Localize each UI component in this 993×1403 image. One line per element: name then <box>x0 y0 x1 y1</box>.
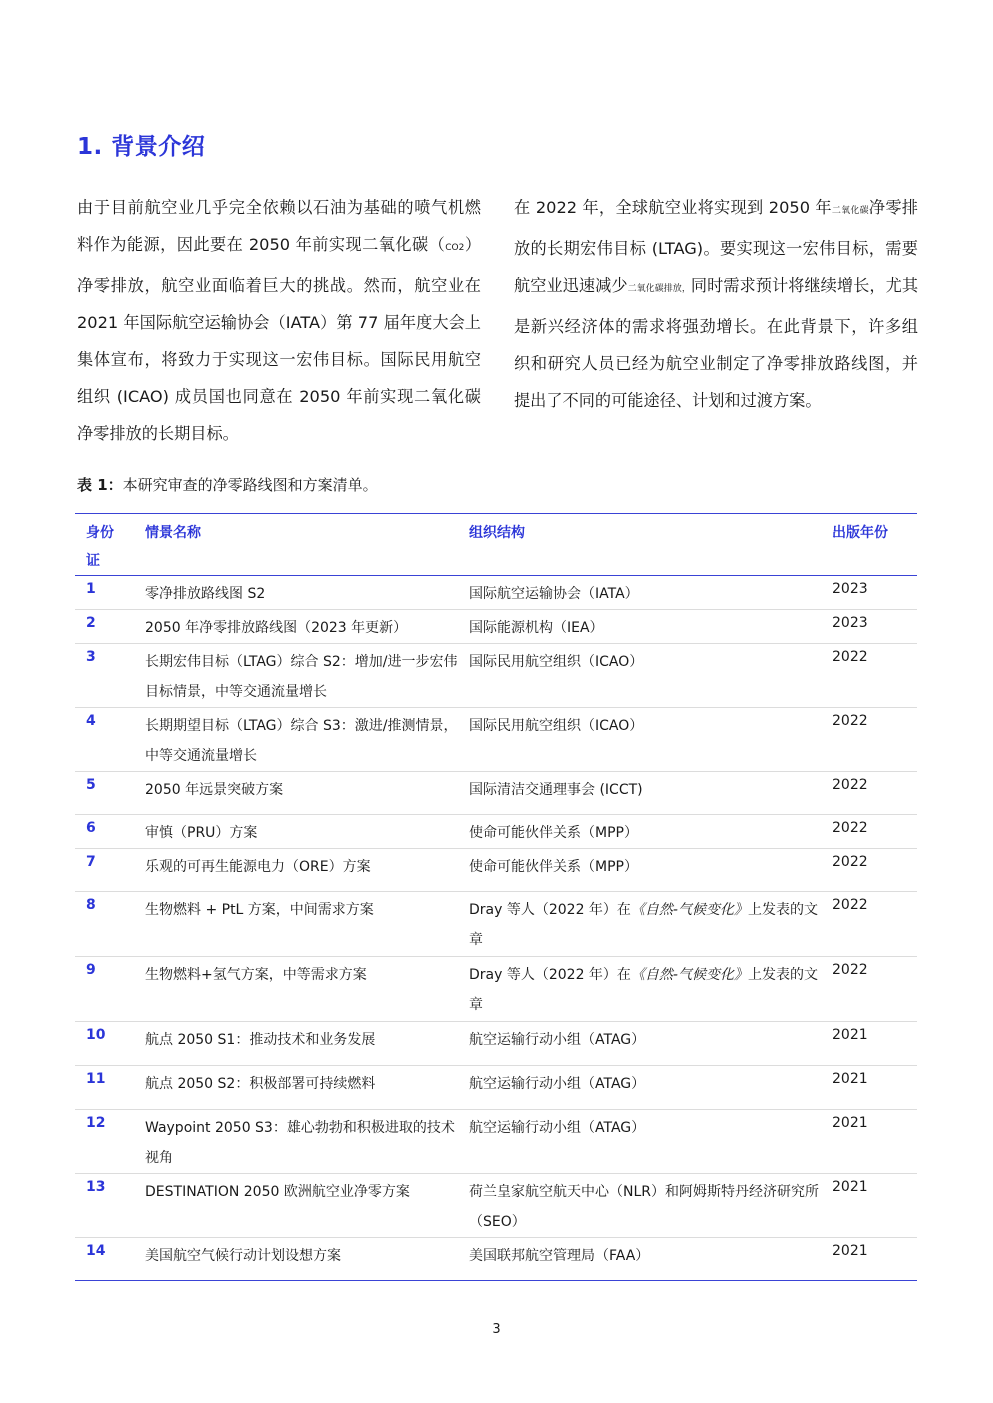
row-scenario-name: 生物燃料 + PtL 方案，中间需求方案 <box>145 892 469 957</box>
row-year: 2021 <box>832 1238 917 1281</box>
row-scenario-name: DESTINATION 2050 欧洲航空业净零方案 <box>145 1174 469 1238</box>
row-scenario-name: 航点 2050 S2：积极部署可持续燃料 <box>145 1066 469 1110</box>
table-row <box>75 815 917 849</box>
table-caption <box>77 474 378 495</box>
row-organization: 使命可能伙伴关系（MPP） <box>469 815 832 849</box>
page-number: 3 <box>492 1322 501 1337</box>
row-year: 2022 <box>832 772 917 815</box>
row-id: 5 <box>75 772 145 815</box>
table-row <box>75 644 917 708</box>
row-scenario-name: 长期宏伟目标（LTAG）综合 S2：增加/进一步宏伟目标情景，中等交通流量增长 <box>145 644 469 708</box>
row-organization: 国际民用航空组织（ICAO） <box>469 708 832 772</box>
table-row <box>75 610 917 644</box>
table-header-row <box>75 514 917 576</box>
table-row <box>75 1066 917 1110</box>
row-scenario-name: 长期期望目标（LTAG）综合 S3：激进/推测情景，中等交通流量增长 <box>145 708 469 772</box>
row-scenario-name: 美国航空气候行动计划设想方案 <box>145 1238 469 1281</box>
table-row <box>75 708 917 772</box>
row-organization: 荷兰皇家航空航天中心（NLR）和阿姆斯特丹经济研究所（SEO） <box>469 1174 832 1238</box>
header-org: 组织结构 <box>469 514 832 576</box>
left-text-2: ）净零排放，航空业面临着巨大的挑战。然而，航空业在 2021 年国际航空运输协会（IATA）第 77 届年度大会上集体宣布，将致力于实现这一宏伟目标。国际民用航空组织 (ICAO) 成员国也同意在 2050 年前实现二氧化碳净零排放的长期目标。 <box>77 235 482 443</box>
row-organization: 美国联邦航空管理局（FAA） <box>469 1238 832 1281</box>
row-id: 10 <box>75 1022 145 1066</box>
row-organization: 航空运输行动小组（ATAG） <box>469 1066 832 1110</box>
row-organization <box>469 892 832 957</box>
row-scenario-name: 2050 年净零排放路线图（2023 年更新） <box>145 610 469 644</box>
co2-small-2: 二氧化碳排放， <box>627 284 691 294</box>
right-text-2: 净零排放的长期宏伟目标 (LTAG)。要实现这一宏伟目标，需要航空业迅速减少 <box>514 198 918 295</box>
row-id: 3 <box>75 644 145 708</box>
table-row <box>75 576 917 610</box>
org-suffix: 上发表的文章 <box>469 902 818 948</box>
row-year: 2022 <box>832 957 917 1022</box>
header-id <box>75 514 145 576</box>
row-scenario-name: Waypoint 2050 S3：雄心勃勃和积极进取的技术视角 <box>145 1110 469 1174</box>
row-id: 6 <box>75 815 145 849</box>
org-prefix: Dray 等人（2022 年）在 <box>469 902 631 918</box>
row-year: 2022 <box>832 815 917 849</box>
row-organization: 国际航空运输协会（IATA） <box>469 576 832 610</box>
row-year: 2021 <box>832 1022 917 1066</box>
co2-subscript: CO2 <box>445 243 465 253</box>
row-scenario-name: 乐观的可再生能源电力（ORE）方案 <box>145 849 469 892</box>
row-scenario-name: 审慎（PRU）方案 <box>145 815 469 849</box>
right-text-1: 在 2022 年，全球航空业将实现到 2050 年 <box>514 198 832 217</box>
co2-small-1: 二氧化碳 <box>831 206 869 216</box>
table-row <box>75 1110 917 1174</box>
row-id: 12 <box>75 1110 145 1174</box>
row-scenario-name: 生物燃料+氢气方案，中等需求方案 <box>145 957 469 1022</box>
caption-text: 本研究审查的净零路线图和方案清单。 <box>122 476 378 494</box>
table-row <box>75 892 917 957</box>
left-paragraph <box>77 189 481 452</box>
row-organization: 航空运输行动小组（ATAG） <box>469 1110 832 1174</box>
row-id: 4 <box>75 708 145 772</box>
org-suffix: 上发表的文章 <box>469 967 818 1013</box>
left-text-1: 由于目前航空业几乎完全依赖以石油为基础的喷气机燃料作为能源，因此要在 2050 年前实现二氧化碳（ <box>77 198 481 254</box>
row-id: 14 <box>75 1238 145 1281</box>
row-organization: 国际能源机构（IEA） <box>469 610 832 644</box>
row-year: 2022 <box>832 892 917 957</box>
table-body <box>75 576 917 1281</box>
header-name: 情景名称 <box>145 514 469 576</box>
row-organization: 国际民用航空组织（ICAO） <box>469 644 832 708</box>
row-id: 8 <box>75 892 145 957</box>
row-year: 2022 <box>832 644 917 708</box>
roadmap-table <box>75 513 917 1281</box>
row-organization: 航空运输行动小组（ATAG） <box>469 1022 832 1066</box>
section-title: 1. 背景介绍 <box>77 134 206 160</box>
row-scenario-name: 零净排放路线图 S2 <box>145 576 469 610</box>
header-year: 出版年份 <box>832 514 917 576</box>
row-id: 13 <box>75 1174 145 1238</box>
row-id: 9 <box>75 957 145 1022</box>
right-paragraph <box>514 189 918 419</box>
table-row <box>75 849 917 892</box>
row-year: 2021 <box>832 1110 917 1174</box>
row-year: 2021 <box>832 1066 917 1110</box>
row-year: 2021 <box>832 1174 917 1238</box>
caption-label: 表 1： <box>77 476 123 494</box>
table-row <box>75 1174 917 1238</box>
row-id: 1 <box>75 576 145 610</box>
row-scenario-name: 2050 年远景突破方案 <box>145 772 469 815</box>
row-organization: 使命可能伙伴关系（MPP） <box>469 849 832 892</box>
org-prefix: Dray 等人（2022 年）在 <box>469 967 631 983</box>
journal-title: 《自然-气候变化》 <box>630 902 748 918</box>
row-organization <box>469 957 832 1022</box>
row-id: 11 <box>75 1066 145 1110</box>
row-id: 2 <box>75 610 145 644</box>
row-year: 2023 <box>832 610 917 644</box>
table-row <box>75 772 917 815</box>
row-year: 2022 <box>832 708 917 772</box>
row-year: 2022 <box>832 849 917 892</box>
right-text-3: 同时需求预计将继续增长，尤其是新兴经济体的需求将强劲增长。在此背景下，许多组织和研究人员已经为航空业制定了净零排放路线图，并提出了不同的可能途径、计划和过渡方案。 <box>514 276 919 410</box>
table-row <box>75 1022 917 1066</box>
row-id: 7 <box>75 849 145 892</box>
header-id-label: 身份证 <box>86 525 114 569</box>
row-year: 2023 <box>832 576 917 610</box>
table-row <box>75 1238 917 1281</box>
row-organization: 国际清洁交通理事会 (ICCT) <box>469 772 832 815</box>
table-row <box>75 957 917 1022</box>
row-scenario-name: 航点 2050 S1：推动技术和业务发展 <box>145 1022 469 1066</box>
journal-title: 《自然-气候变化》 <box>630 967 748 983</box>
